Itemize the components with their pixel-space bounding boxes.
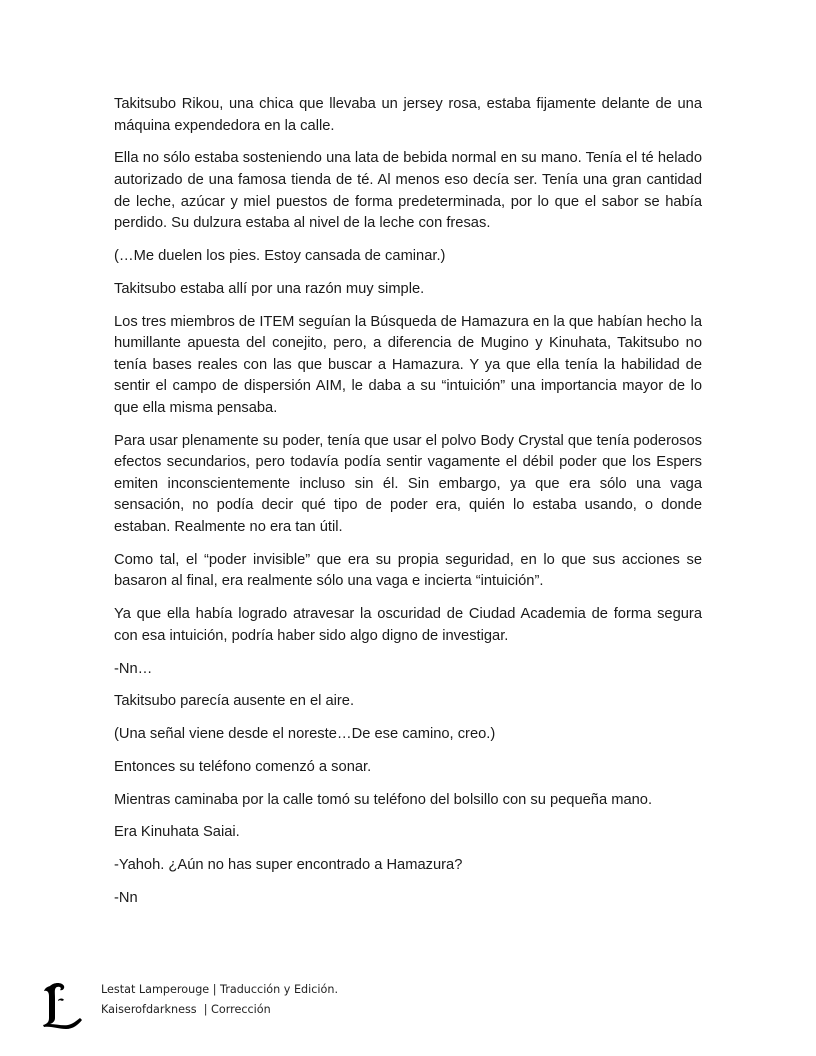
paragraph-7: Como tal, el “poder invisible” que era su propia seguridad, en lo que sus acciones se basaron al final, era realmente sólo una vaga e incierta “intuición”. [114,551,702,590]
document-body [114,94,702,921]
credit-correction: Kaiserofdarkness | Corrección [101,1003,271,1016]
paragraph-14: Era Kinuhata Saiai. [114,824,240,841]
paragraph-6: Para usar plenamente su poder, tenía que usar el polvo Body Crystal que tenía poderosos efectos secundarios, pero todavía podía sentir vagamente el débil poder que los Espers emiten inconscientemente incluso sin él. Sin embargo, ya que era sólo una vaga sensación, no podía decir qué tipo de poder era, quién lo estaba usando, o donde estaban. Realmente no era tan útil. [114,432,702,536]
paragraph-9: -Nn… [114,660,153,677]
paragraph-12: Entonces su teléfono comenzó a sonar. [114,758,372,775]
page-footer [40,978,440,1034]
paragraph-13: Mientras caminaba por la calle tomó su teléfono del bolsillo con su pequeña mano. [114,791,653,808]
credit-translation: Lestat Lamperouge | Traducción y Edición. [101,983,339,996]
paragraph-3: (…Me duelen los pies. Estoy cansada de caminar.) [114,247,446,264]
gothic-letter-l-logo-icon [40,980,86,1030]
credits [101,980,338,1020]
paragraph-4: Takitsubo estaba allí por una razón muy simple. [114,280,425,297]
paragraph-15: -Yahoh. ¿Aún no has super encontrado a Hamazura? [114,857,463,874]
paragraph-16: -Nn [114,890,138,907]
paragraph-5: Los tres miembros de ITEM seguían la Búsqueda de Hamazura en la que habían hecho la humillante apuesta del conejito, pero, a diferencia de Mugino y Kinuhata, Takitsubo no tenía bases reales con las que buscar a Hamazura. Y ya que ella tenía la habilidad de sentir el campo de dispersión AIM, le daba a su “intuición” una importancia mayor de lo que ella misma pensaba. [114,313,702,416]
paragraph-8: Ya que ella había logrado atravesar la oscuridad de Ciudad Academia de forma segura con esa intuición, podría haber sido algo digno de investigar. [114,606,702,644]
paragraph-1: Takitsubo Rikou, una chica que llevaba un jersey rosa, estaba fijamente delante de una máquina expendedora en la calle. [114,96,702,134]
paragraph-2: Ella no sólo estaba sosteniendo una lata de bebida normal en su mano. Tenía el té helado autorizado de una famosa tienda de té. Al menos eso decía ser. Tenía una gran cantidad de leche, azúcar y miel puestos de forma predeterminada, por lo que el sabor se había perdido. Su dulzura estaba al nivel de la leche con fresas. [114,150,702,232]
paragraph-10: Takitsubo parecía ausente en el aire. [114,693,355,710]
paragraph-11: (Una señal viene desde el noreste…De ese camino, creo.) [114,726,496,743]
